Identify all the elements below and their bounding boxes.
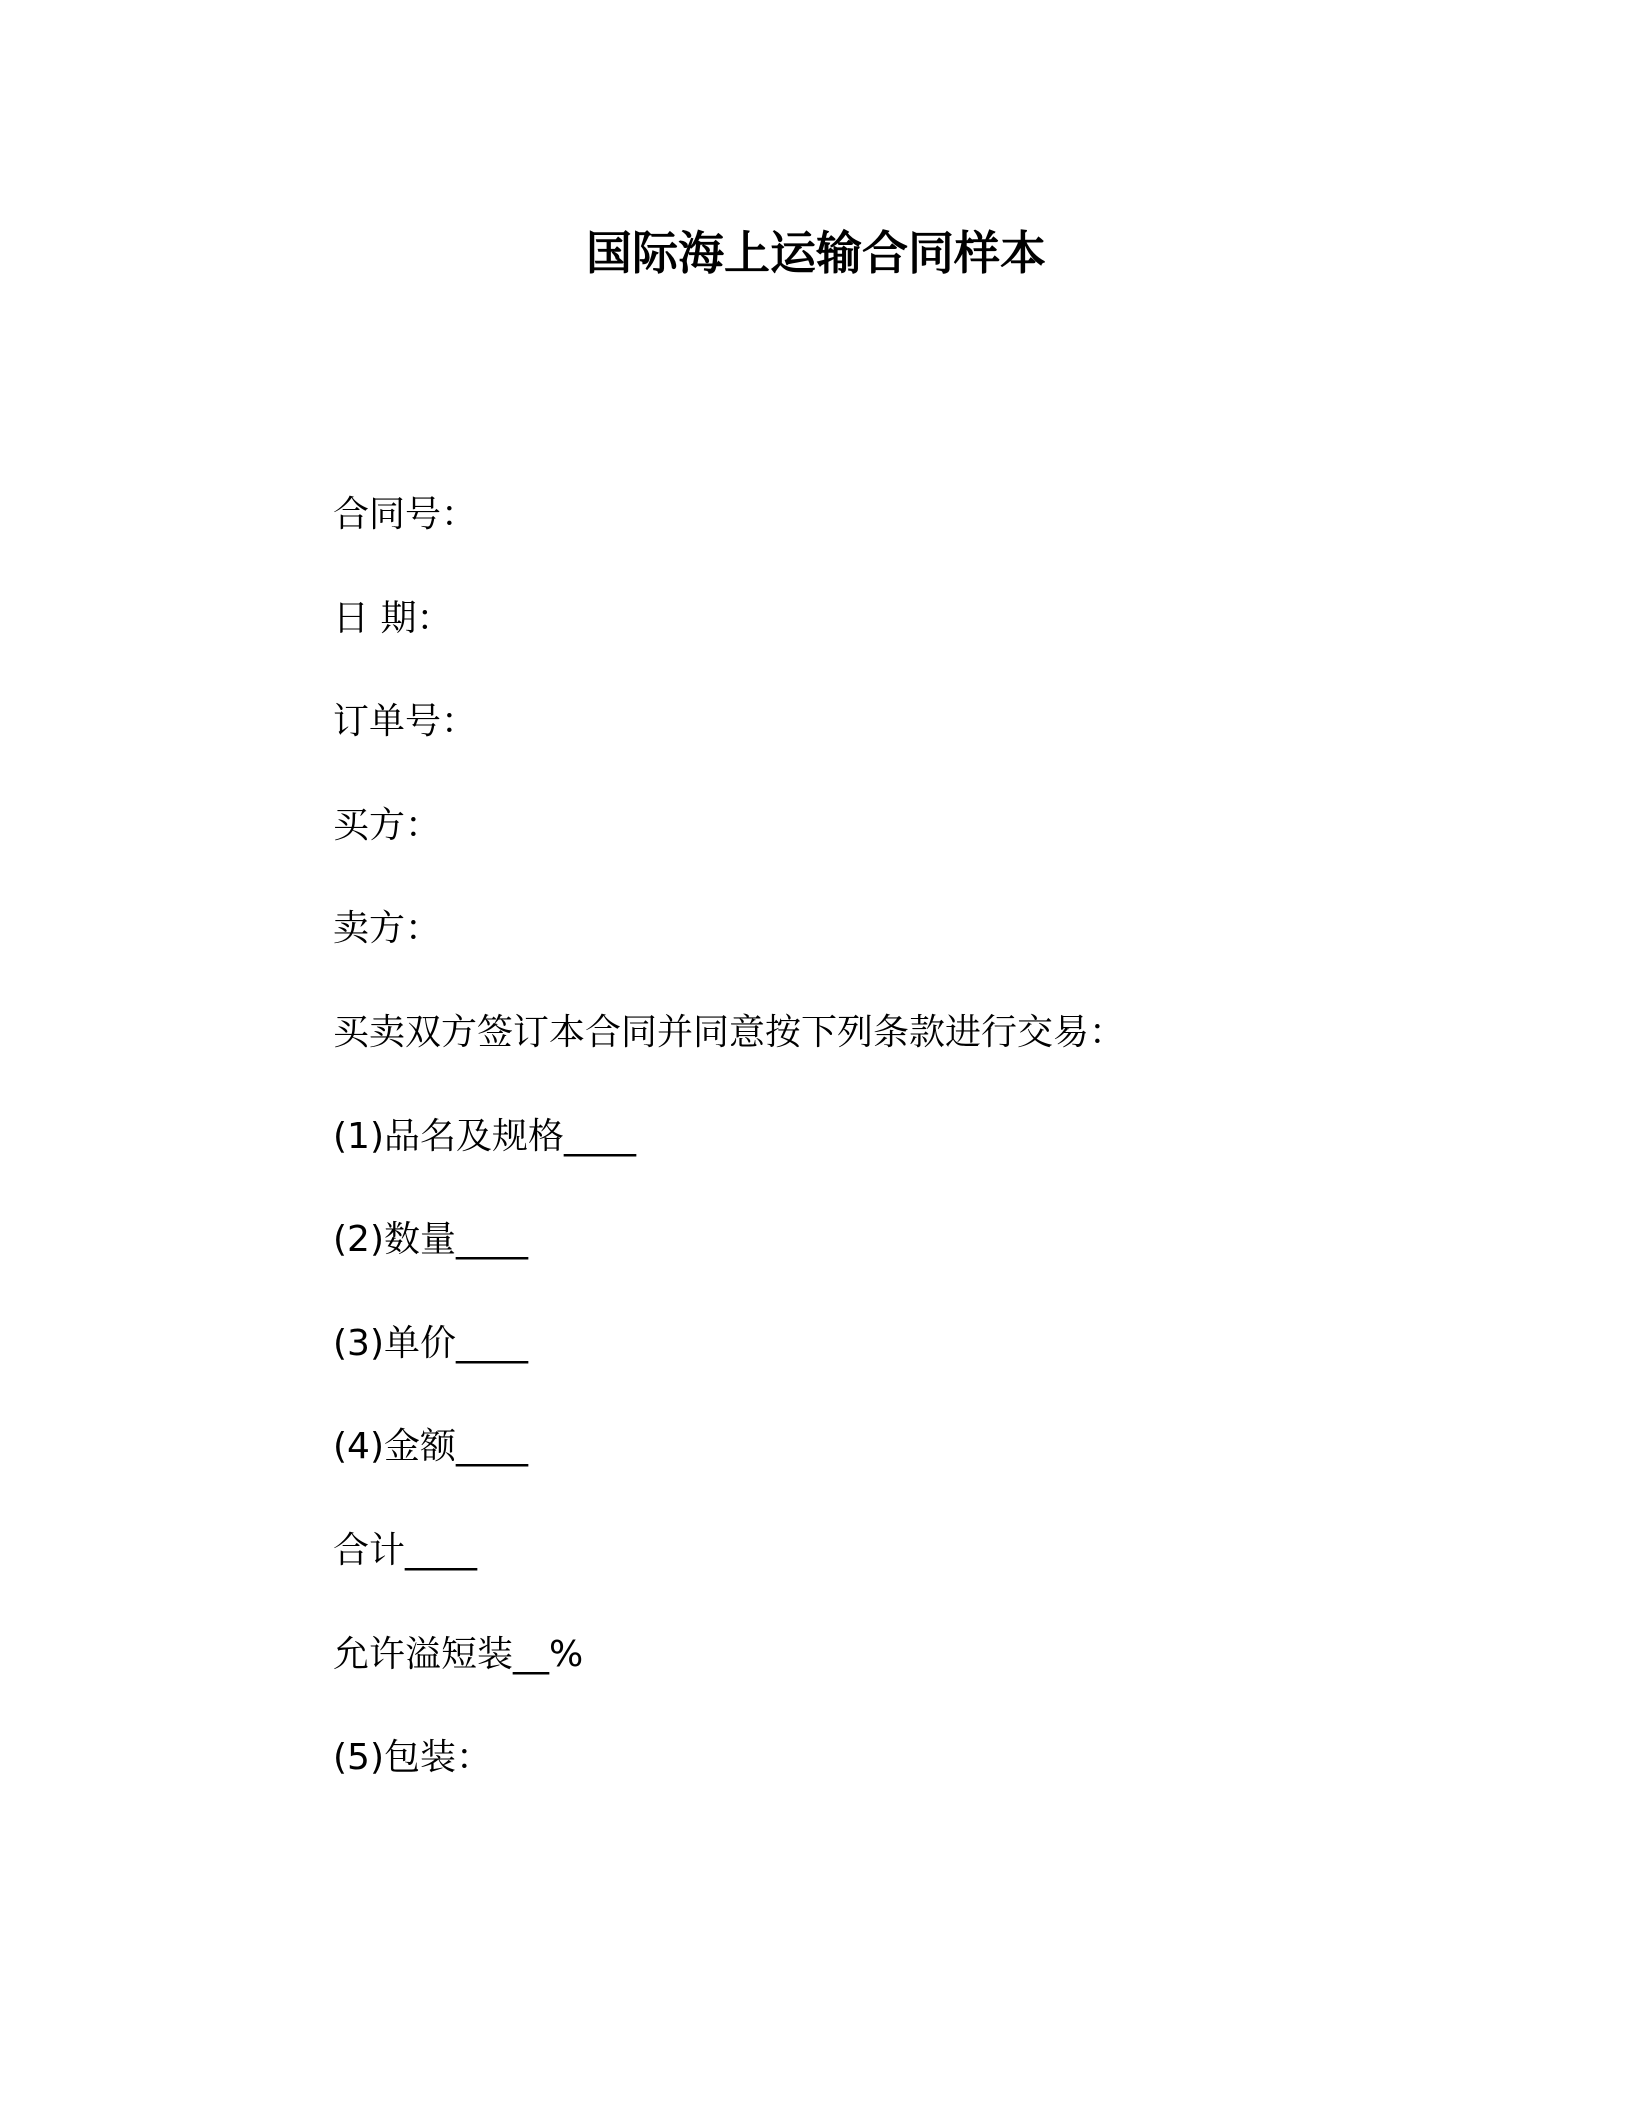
clause-quantity: (2)数量____ bbox=[333, 1219, 528, 1261]
order-number-line: 订单号： bbox=[333, 701, 478, 743]
document-title: 国际海上运输合同样本 bbox=[586, 226, 1046, 280]
clause-unit-price: (3)单价____ bbox=[333, 1322, 528, 1364]
buyer-line: 买方： bbox=[333, 804, 442, 846]
more-or-less-line: 允许溢短装__% bbox=[333, 1633, 584, 1675]
clause-amount: (4)金额____ bbox=[333, 1426, 528, 1468]
clause-commodity-specification: (1)品名及规格____ bbox=[333, 1115, 636, 1157]
seller-line: 卖方： bbox=[333, 908, 442, 950]
agreement-statement: 买卖双方签订本合同并同意按下列条款进行交易： bbox=[333, 1011, 1126, 1053]
document-body bbox=[333, 490, 1333, 1837]
contract-number-line: 合同号： bbox=[333, 494, 478, 535]
date-line: 日 期： bbox=[333, 597, 453, 639]
total-line: 合计____ bbox=[333, 1529, 478, 1571]
clause-packing: (5)包装： bbox=[333, 1737, 492, 1779]
